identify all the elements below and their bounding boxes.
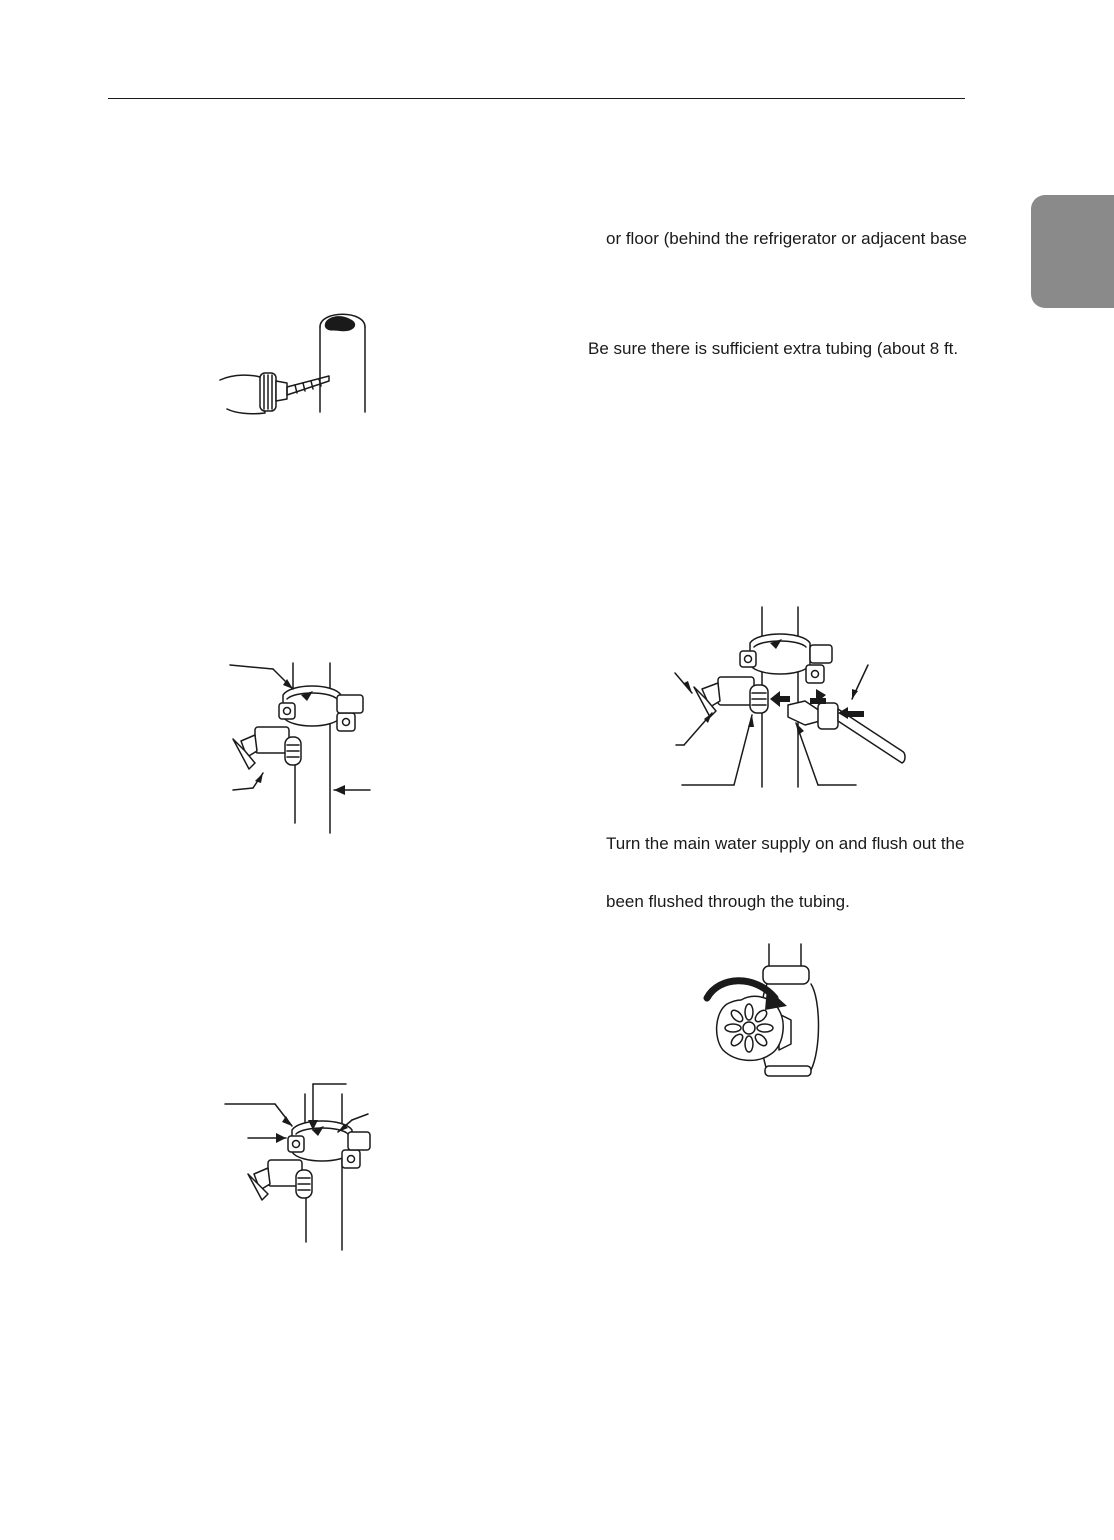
saddle-valve-tightened-icon — [220, 1080, 380, 1255]
instruction-line-3: Turn the main water supply on and flush out the — [606, 834, 965, 853]
instruction-line-2: Be sure there is sufficient extra tubing (about 8 ft. — [588, 339, 959, 358]
drill-pipe-icon — [215, 305, 380, 420]
instruction-line-1: or floor (behind the refrigerator or adjacent base — [606, 229, 967, 248]
water-supply-valve-icon — [695, 940, 835, 1080]
instruction-line-4: been flushed through the tubing. — [606, 892, 850, 911]
section-tab — [1031, 195, 1114, 308]
header-rule — [108, 98, 965, 99]
tubing-connection-icon — [670, 605, 930, 795]
saddle-valve-clamp-icon — [225, 655, 385, 840]
